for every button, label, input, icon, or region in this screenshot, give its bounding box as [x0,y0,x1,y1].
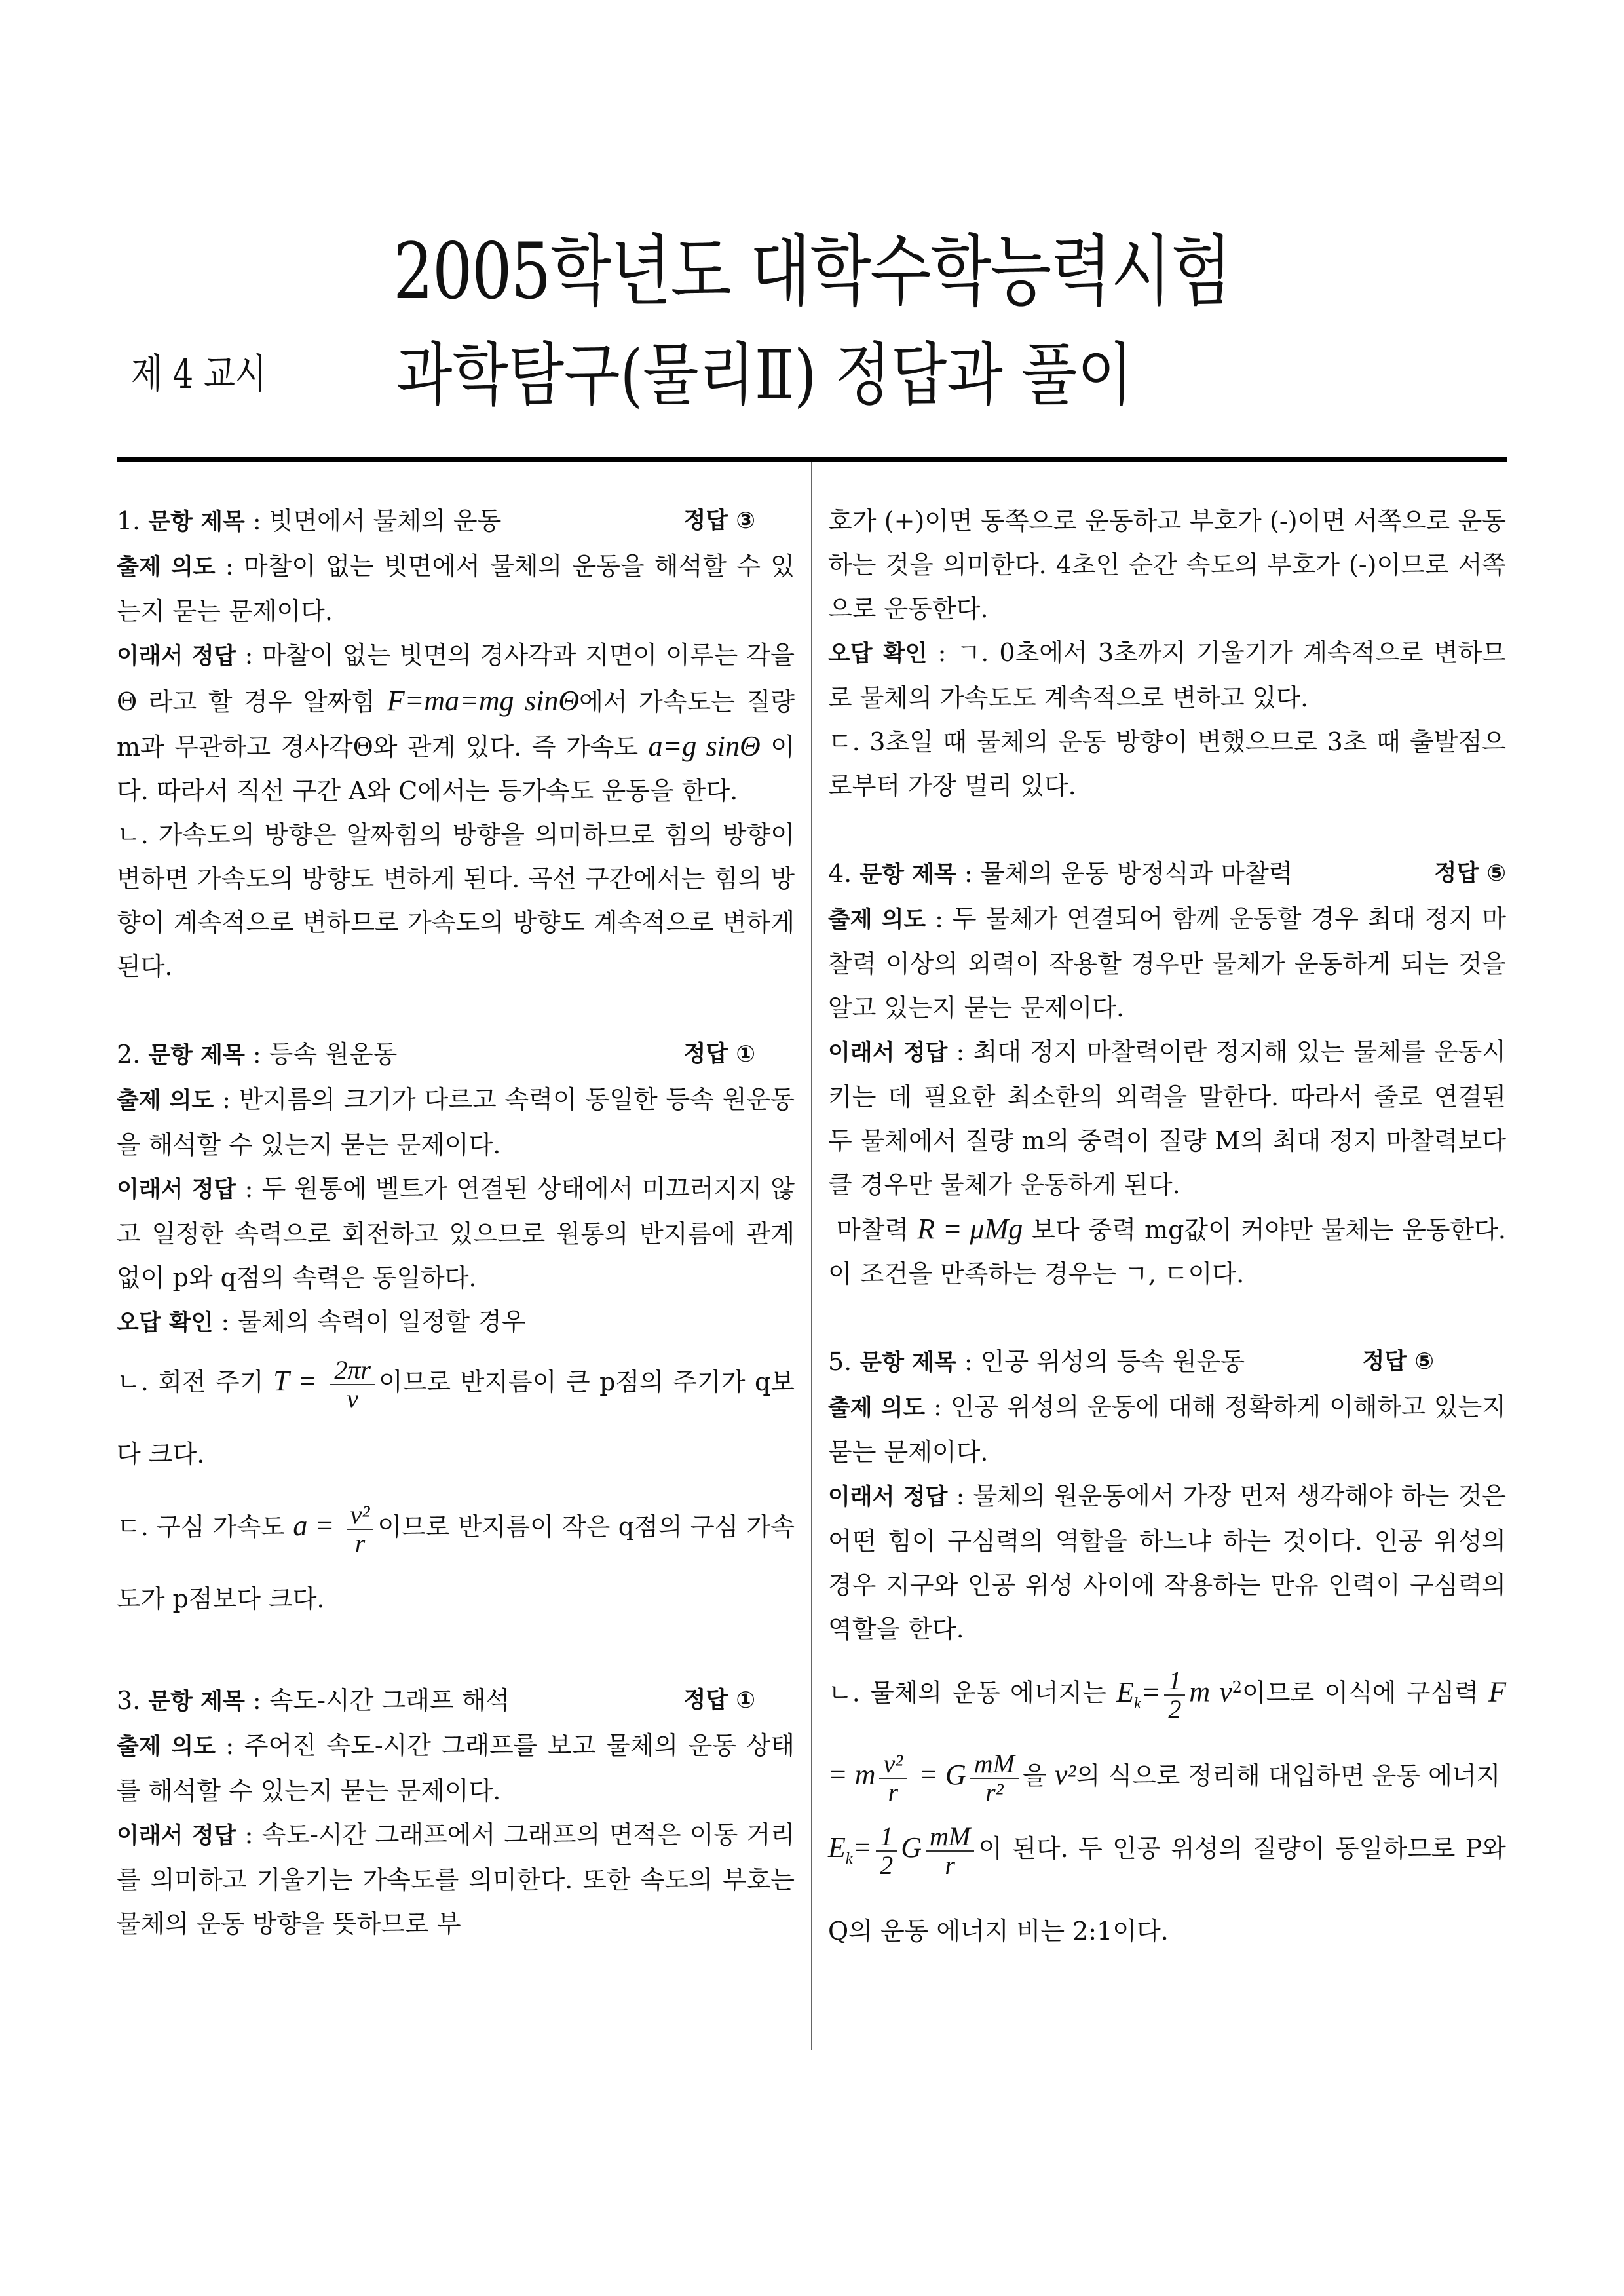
answer-value: ③ [736,508,755,534]
symbol-mv: m v [1189,1675,1232,1708]
wrong-label: 오답 확인 [117,1310,214,1336]
question-2-header [117,1033,795,1078]
question-4-intent [828,897,1506,1030]
answer-badge [684,1033,795,1078]
question-3-intent [117,1724,795,1813]
intent-text: 인공 위성의 운동에 대해 정확하게 이해하고 있는지 묻는 문제이다. [828,1392,1506,1466]
column-divider [811,462,812,2050]
question-3-note-c: ㄷ. 3초일 때 물체의 운동 방향이 변했으므로 3초 때 출발점으로부터 가장 멀리 있다. [828,727,1506,800]
fraction-v2-r [879,1750,907,1807]
answer-label: 정답 [683,1041,728,1067]
formula-centripetal-force: F = m [828,1675,1506,1791]
colon: : [244,507,269,535]
question-number: 5. [828,1347,852,1376]
answer-badge [1435,852,1506,897]
question-title: 인공 위성의 등속 원운동 [980,1347,1245,1376]
answer-label: 정답 [683,508,728,534]
answer-label: 정답 [683,1687,728,1713]
formula-gravity: = G [918,1759,966,1791]
question-5-intent [828,1385,1506,1474]
numerator: v² [879,1750,907,1779]
question-title: 빗면에서 물체의 운동 [269,507,502,535]
why-text: 속도-시간 그래프에서 그래프의 면적은 이동 거리를 의미하고 기울기는 가속도를 의미한다. 또한 속도의 부호는 물체의 운동 방향을 뜻하므로 부 [117,1820,795,1938]
item-title-label: 문항 제목 [148,1689,245,1715]
intent-text: 마찰이 없는 빗면에서 물체의 운동을 해석할 수 있는지 묻는 문제이다. [117,552,795,626]
denominator: r² [985,1777,1004,1807]
question-2-note-b [117,1345,795,1490]
colon: : [956,859,981,888]
why-text: 물체의 원운동에서 가장 먼저 생각해야 하는 것은 어떤 힘이 구심력의 역할을 하느냐 하는 것이다. 인공 위성의 경우 지구와 인공 위성 사이에 작용하는 만유 인력이 구심력의 역할을 한다. [828,1482,1506,1643]
subscript-k: k [845,1850,853,1868]
question-number: 4. [828,859,852,888]
colon: : [236,641,262,670]
why-text: 마찰이 없는 빗면의 경사각과 지면이 이루는 각을 Θ 라고 할 경우 알짜힘 [117,641,795,716]
item-title-label: 문항 제목 [859,1350,956,1376]
colon: : [244,1686,269,1715]
why-text: 이다. 따라서 직선 구간 A와 C에서는 등가속도 운동을 한다. [117,733,795,805]
numerator: 1 [876,1823,897,1852]
why-text: 에서 가속도는 질량 m과 무관하고 경사각Θ와 관계 있다. 즉 가속도 [117,687,795,761]
formula-force: F=ma=mg sinΘ [387,685,580,717]
why-label: 이래서 정답 [828,1484,948,1510]
answer-value: ⑤ [1414,1349,1434,1375]
header-rule [117,457,1507,462]
question-3-why-part2: 호가 (+)이면 동쪽으로 운동하고 부호가 (-)이면 서쪽으로 운동하는 것을 의미한다. 4초인 순간 속도의 부호가 (-)이므로 서쪽으로 운동한다. [828,507,1506,623]
answer-value: ① [736,1687,755,1713]
why-label: 이래서 정답 [117,643,236,670]
note-text: ㄴ. 회전 주기 [117,1368,264,1396]
question-3-why-part1 [117,1813,795,1946]
denominator: 2 [1168,1694,1182,1725]
answer-badge [1363,1340,1506,1385]
item-title-label: 문항 제목 [148,1043,245,1069]
question-2-why [117,1167,795,1300]
why-text: 두 원통에 벨트가 연결된 상태에서 미끄러지지 않고 일정한 속력으로 회전하고 있으므로 원통의 반지름에 관계없이 p와 q점의 속력은 동일하다. [117,1174,795,1292]
wrong-text: 물체의 속력이 일정할 경우 [237,1307,526,1336]
answer-value: ① [736,1041,755,1067]
why-label: 이래서 정답 [828,1040,948,1066]
numerator: 2πr [330,1356,375,1385]
colon: : [236,1174,262,1203]
question-3-header [117,1679,795,1724]
numerator: mM [970,1750,1019,1779]
colon: : [947,1482,973,1510]
question-4-header [828,852,1506,897]
symbol-e: E [1116,1675,1134,1708]
formula-friction: R = μMg [917,1213,1023,1245]
colon: : [927,638,957,667]
question-1-why [117,634,795,813]
answer-badge [684,1679,795,1724]
intent-text: 반지름의 크기가 다르고 속력이 동일한 등속 원운동을 해석할 수 있는지 묻는 문제이다. [117,1085,795,1159]
superscript-2: 2 [1232,1678,1243,1696]
intent-text: 주어진 속도-시간 그래프를 보고 물체의 운동 상태를 해석할 수 있는지 묻는 문제이다. [117,1731,795,1805]
spacer [117,1635,795,1679]
why-label: 이래서 정답 [117,1823,236,1849]
intent-label: 출제 의도 [117,554,216,581]
formula-result-energy [828,1831,873,1868]
document-subtitle: 과학탐구(물리Ⅱ) 정답과 풀이 [396,335,1133,415]
question-5-result [828,1812,1506,1967]
colon: : [213,1307,238,1336]
colon: : [947,1037,973,1066]
spacer [828,1296,1506,1340]
formula-period-lhs: T = [273,1365,317,1397]
denominator: 2 [880,1850,894,1880]
question-4-friction [828,1207,1506,1296]
denominator: v [347,1383,359,1413]
fraction-mM-r [926,1823,974,1879]
numerator: 1 [1164,1667,1185,1696]
why-text: 최대 정지 마찰력이란 정지해 있는 물체를 운동시키는 데 필요한 최소한의 외력을 말한다. 따라서 줄로 연결된 두 물체에서 질량 m의 중력이 질량 M의 최대 정지 마찰력보다 클 경우만 물체가 운동하게 된다. [828,1037,1506,1199]
right-column [828,499,1506,1967]
question-title: 물체의 운동 방정식과 마찰력 [980,859,1293,888]
note-text: 이므로 반지름이 작은 q점의 구심 가속도가 p점보다 크다. [117,1512,795,1613]
question-5-note-b [828,1651,1506,1812]
intent-label: 출제 의도 [828,907,926,933]
note-text: 이므로 반지름이 큰 p점의 주기가 q보다 크다. [117,1368,795,1468]
fraction-half [876,1823,897,1879]
formula-centripetal-fraction [347,1501,374,1558]
question-1-intent [117,545,795,634]
question-number: 3. [117,1686,141,1715]
question-2-note-c [117,1490,795,1635]
question-5-why [828,1474,1506,1651]
question-title: 등속 원운동 [269,1040,398,1069]
left-column [117,499,795,1946]
colon: : [236,1820,262,1849]
note-text: ㄴ. 물체의 운동 에너지는 [828,1678,1106,1708]
wrong-text: ㄱ. 0초에서 3초까지 기울기가 계속적으로 변하므로 물체의 가속도도 계속적으로 변하고 있다. [828,638,1506,712]
why-label: 이래서 정답 [117,1177,236,1203]
spacer [828,808,1506,852]
symbol-v-squared: v² [1054,1759,1076,1791]
note-text: 의 식으로 정리해 대입하면 운동 에너지 [1076,1761,1501,1791]
exam-period: 제 4 교시 [131,350,267,398]
colon: : [214,1085,239,1114]
question-1-header [117,499,795,545]
symbol-e: E [828,1831,846,1864]
numerator: v² [347,1501,374,1530]
item-title-label: 문항 제목 [859,862,956,888]
question-number: 2. [117,1040,141,1069]
equals: = [852,1831,873,1864]
fraction-mM-r2 [970,1750,1019,1807]
friction-text: 보다 중력 mg값이 커야만 물체는 운동한다. 이 조건을 만족하는 경우는 ㄱ, ㄷ이다. [828,1215,1506,1288]
subscript-k: k [1133,1694,1141,1712]
equals: = [1141,1675,1161,1708]
intent-label: 출제 의도 [828,1395,926,1421]
note-text: 을 [1023,1761,1047,1791]
note-text: ㄷ. 구심 가속도 [117,1512,285,1541]
note-text: 이 된다. 두 인공 위성의 질량이 동일하므로 P와 Q의 운동 에너지 비는 2:1이다. [828,1834,1506,1946]
colon: : [925,1392,951,1421]
friction-text: 마찰력 [837,1215,909,1244]
intent-text: 두 물체가 연결되어 함께 운동할 경우 최대 정지 마찰력 이상의 외력이 작용할 경우만 물체가 운동하게 되는 것을 알고 있는지 묻는 문제이다. [828,904,1506,1022]
colon: : [215,1731,244,1760]
intent-label: 출제 의도 [117,1734,216,1760]
note-text: 이므로 이식에 구심력 [1242,1678,1479,1708]
intent-label: 출제 의도 [117,1088,214,1114]
question-number: 1. [117,507,141,535]
item-title-label: 문항 제목 [148,509,245,535]
colon: : [215,552,244,581]
formula-acceleration: a=g sinΘ [648,730,761,762]
formula-period-fraction [330,1356,375,1413]
answer-value: ⑤ [1486,860,1506,887]
formula-kinetic-energy [1116,1675,1161,1712]
colon: : [926,904,953,933]
symbol-g: G [901,1831,922,1864]
question-title: 속도-시간 그래프 해석 [269,1686,510,1715]
question-3-wrong [828,631,1506,720]
denominator: r [354,1528,366,1558]
question-2-intent [117,1078,795,1167]
question-2-wrong [117,1300,795,1345]
colon: : [244,1040,269,1069]
question-4-why [828,1030,1506,1207]
answer-label: 정답 [1434,860,1479,887]
spacer [117,989,795,1033]
question-1-note-b: ㄴ. 가속도의 방향은 알짜힘의 방향을 의미하므로 힘의 방향이 변하면 가속도의 방향도 변하게 된다. 곡선 구간에서는 힘의 방향이 계속적으로 변하므로 가속도의 방향도 계속적으로 변하게 된다. [117,820,795,981]
numerator: mM [926,1823,974,1852]
formula-centripetal-lhs: a = [293,1510,335,1542]
fraction-half [1164,1667,1185,1723]
question-5-header [828,1340,1506,1385]
denominator: r [888,1777,899,1807]
answer-badge [684,499,795,545]
document-title: 2005학년도 대학수학능력시험 [393,226,1232,316]
denominator: r [945,1850,955,1880]
colon: : [956,1347,981,1376]
wrong-label: 오답 확인 [828,641,928,667]
answer-label: 정답 [1362,1349,1407,1375]
